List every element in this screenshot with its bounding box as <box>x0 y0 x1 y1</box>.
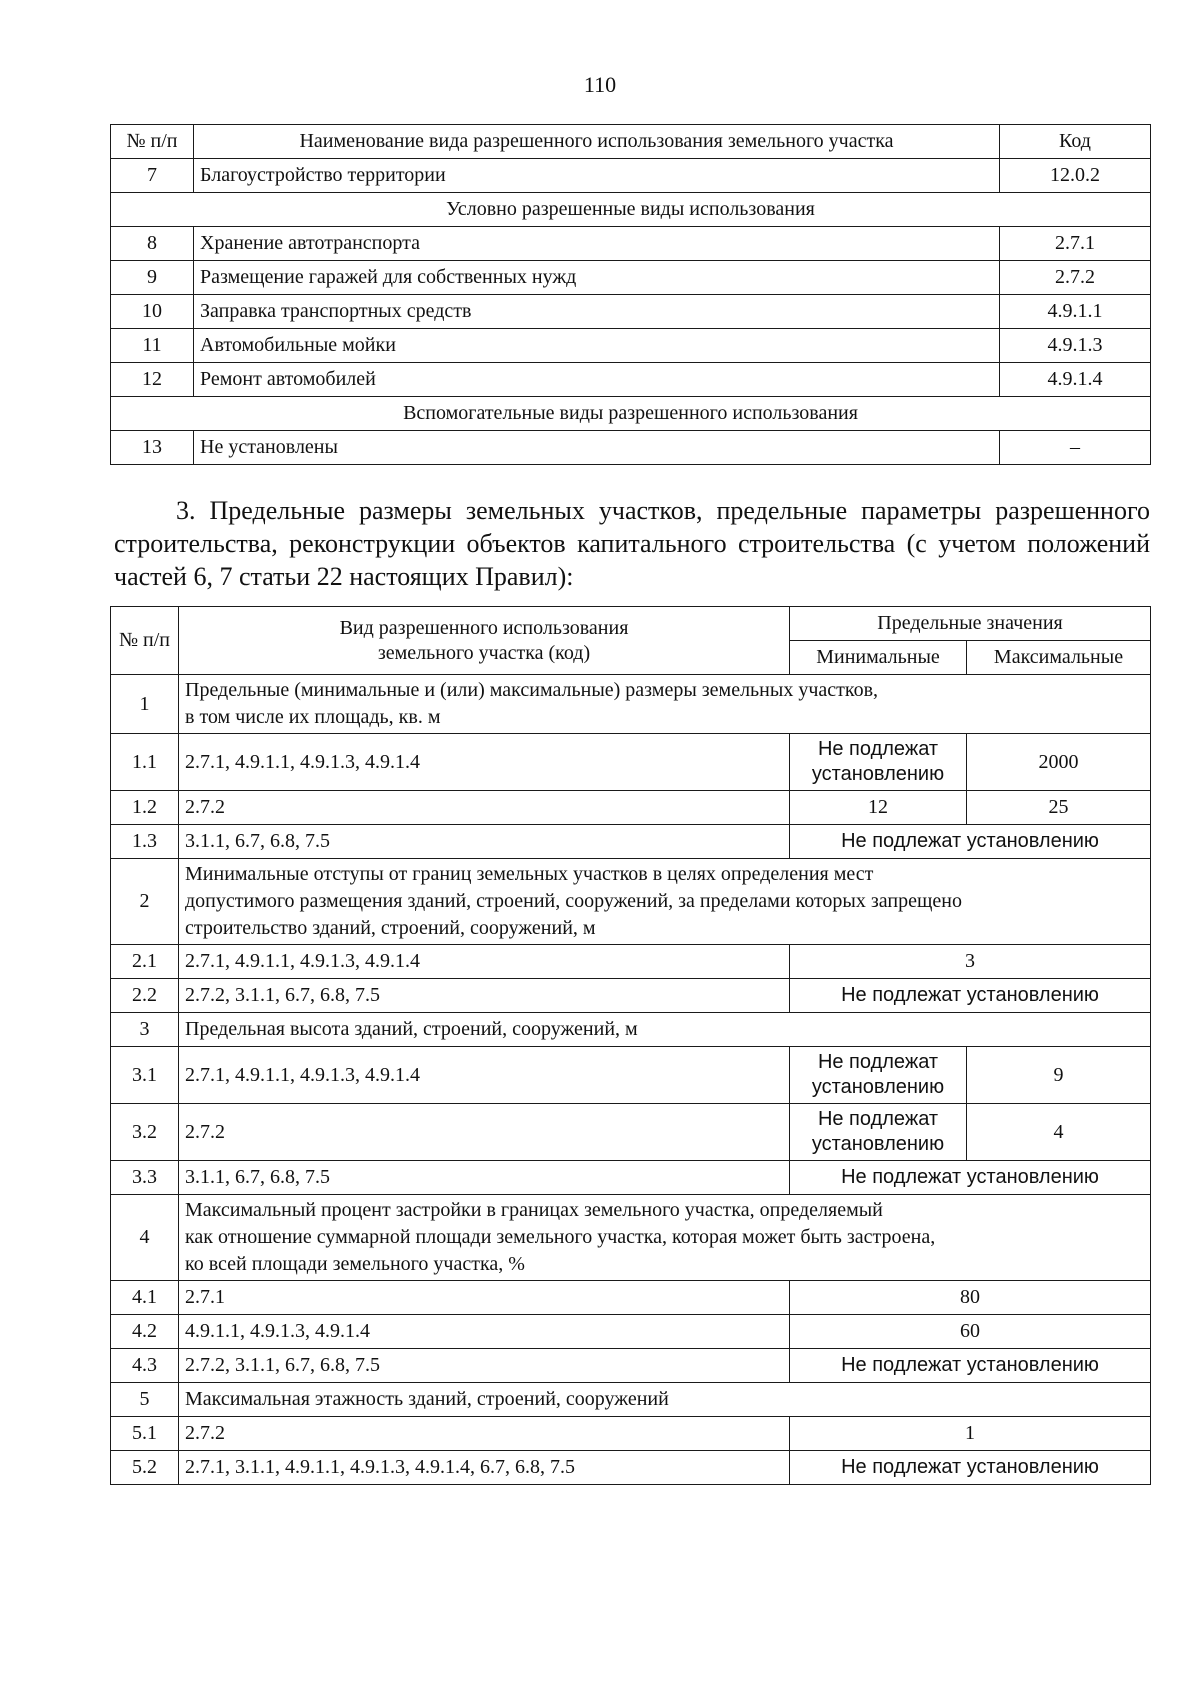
row-min-line: установлению <box>811 763 945 785</box>
row-text: Предельная высота зданий, строений, сооружений, м <box>179 1013 1151 1047</box>
row-code: 2.7.2 <box>1000 261 1151 295</box>
header-min: Минимальные <box>790 641 967 675</box>
table-row <box>111 227 1151 261</box>
row-max: 2000 <box>967 734 1151 791</box>
row-text <box>179 859 1151 945</box>
row-num: 4 <box>111 1195 179 1281</box>
row-value: Не подлежат установлению <box>790 1349 1151 1383</box>
section-conditional: Условно разрешенные виды использования <box>111 193 1151 227</box>
row-num: 11 <box>111 329 194 363</box>
group-row <box>111 1383 1151 1417</box>
row-name: Хранение автотранспорта <box>194 227 1000 261</box>
row-codes: 2.7.1, 4.9.1.1, 4.9.1.3, 4.9.1.4 <box>179 1047 790 1104</box>
row-num: 13 <box>111 431 194 465</box>
header-limits: Предельные значения <box>790 607 1151 641</box>
row-min <box>790 734 967 791</box>
row-num: 3.1 <box>111 1047 179 1104</box>
row-codes: 2.7.1, 3.1.1, 4.9.1.1, 4.9.1.3, 4.9.1.4, 6.7, 6.8, 7.5 <box>179 1451 790 1485</box>
row-value: 3 <box>790 945 1151 979</box>
row-text-line: в том числе их площадь, кв. м <box>185 706 441 728</box>
row-codes: 3.1.1, 6.7, 6.8, 7.5 <box>179 1161 790 1195</box>
row-value: 80 <box>790 1281 1151 1315</box>
table-row <box>111 329 1151 363</box>
section-row <box>111 397 1151 431</box>
row-codes: 3.1.1, 6.7, 6.8, 7.5 <box>179 825 790 859</box>
row-code: 12.0.2 <box>1000 159 1151 193</box>
header-type <box>179 607 790 675</box>
row-name: Благоустройство территории <box>194 159 1000 193</box>
row-text <box>179 675 1151 734</box>
row-num: 2.2 <box>111 979 179 1013</box>
permitted-uses-table <box>110 124 1151 465</box>
row-num: 5.2 <box>111 1451 179 1485</box>
row-num: 1.3 <box>111 825 179 859</box>
row-codes: 2.7.2 <box>179 791 790 825</box>
table-row <box>111 159 1151 193</box>
row-text <box>179 1195 1151 1281</box>
row-num: 2 <box>111 859 179 945</box>
row-num: 3 <box>111 1013 179 1047</box>
row-value: Не подлежат установлению <box>790 979 1151 1013</box>
header-code: Код <box>1000 125 1151 159</box>
header-num: № п/п <box>111 607 179 675</box>
table-row <box>111 1104 1151 1161</box>
row-code: – <box>1000 431 1151 465</box>
row-num: 5.1 <box>111 1417 179 1451</box>
row-num: 7 <box>111 159 194 193</box>
row-num: 12 <box>111 363 194 397</box>
group-row <box>111 675 1151 734</box>
row-num: 9 <box>111 261 194 295</box>
row-text-line: Максимальный процент застройки в границах земельного участка, определяемый <box>185 1199 883 1221</box>
row-text-line: допустимого размещения зданий, строений, сооружений, за пределами которых запрещено <box>185 890 962 912</box>
table-row <box>111 1315 1151 1349</box>
row-value: 1 <box>790 1417 1151 1451</box>
row-code: 4.9.1.4 <box>1000 363 1151 397</box>
row-text-line: строительство зданий, строений, сооружений, м <box>185 917 596 939</box>
row-num: 4.3 <box>111 1349 179 1383</box>
row-name: Автомобильные мойки <box>194 329 1000 363</box>
section-auxiliary: Вспомогательные виды разрешенного использования <box>111 397 1151 431</box>
row-name: Не установлены <box>194 431 1000 465</box>
table-header-row <box>111 607 1151 641</box>
row-min-line: установлению <box>811 1076 945 1098</box>
table-row <box>111 261 1151 295</box>
table-header-row <box>111 125 1151 159</box>
row-min: 12 <box>790 791 967 825</box>
row-num: 4.1 <box>111 1281 179 1315</box>
table-row <box>111 791 1151 825</box>
row-num: 8 <box>111 227 194 261</box>
row-code: 4.9.1.1 <box>1000 295 1151 329</box>
section-3-paragraph: 3. Предельные размеры земельных участков, предельные параметры разрешенного строительства, реконструкции объектов капитального строительства (с учетом положений частей 6, 7 статьи 22 настоящих Правил): <box>114 496 1150 591</box>
row-codes: 2.7.2, 3.1.1, 6.7, 6.8, 7.5 <box>179 979 790 1013</box>
row-text-line: ко всей площади земельного участка, % <box>185 1253 525 1275</box>
row-codes: 2.7.1, 4.9.1.1, 4.9.1.3, 4.9.1.4 <box>179 945 790 979</box>
row-name: Размещение гаражей для собственных нужд <box>194 261 1000 295</box>
group-row <box>111 859 1151 945</box>
row-max: 9 <box>967 1047 1151 1104</box>
row-num: 4.2 <box>111 1315 179 1349</box>
row-num: 10 <box>111 295 194 329</box>
row-text: Максимальная этажность зданий, строений, сооружений <box>179 1383 1151 1417</box>
row-text-line: Минимальные отступы от границ земельных участков в целях определения мест <box>185 863 874 885</box>
row-value: Не подлежат установлению <box>790 1451 1151 1485</box>
table-row <box>111 945 1151 979</box>
page-number: 110 <box>583 72 617 97</box>
row-num: 1.1 <box>111 734 179 791</box>
row-max: 25 <box>967 791 1151 825</box>
row-name: Заправка транспортных средств <box>194 295 1000 329</box>
row-num: 2.1 <box>111 945 179 979</box>
table-row <box>111 1161 1151 1195</box>
row-codes: 2.7.2 <box>179 1104 790 1161</box>
table-row <box>111 1417 1151 1451</box>
table-row <box>111 1349 1151 1383</box>
row-num: 3.3 <box>111 1161 179 1195</box>
row-min-line: Не подлежат <box>817 1051 939 1073</box>
row-min-line: установлению <box>811 1133 945 1155</box>
row-value: Не подлежат установлению <box>790 1161 1151 1195</box>
section-row <box>111 193 1151 227</box>
table-row <box>111 1451 1151 1485</box>
row-codes: 2.7.1 <box>179 1281 790 1315</box>
header-max: Максимальные <box>967 641 1151 675</box>
row-text-line: Предельные (минимальные и (или) максимальные) размеры земельных участков, <box>185 679 879 701</box>
table-row <box>111 825 1151 859</box>
row-value: Не подлежат установлению <box>790 825 1151 859</box>
table-row <box>111 979 1151 1013</box>
group-row <box>111 1013 1151 1047</box>
header-type-line1: Вид разрешенного использования <box>339 616 629 639</box>
table-row <box>111 1281 1151 1315</box>
row-min-line: Не подлежат <box>817 738 939 760</box>
row-min <box>790 1047 967 1104</box>
row-value: 60 <box>790 1315 1151 1349</box>
row-code: 4.9.1.3 <box>1000 329 1151 363</box>
row-code: 2.7.1 <box>1000 227 1151 261</box>
header-name: Наименование вида разрешенного использования земельного участка <box>194 125 1000 159</box>
row-max: 4 <box>967 1104 1151 1161</box>
row-num: 3.2 <box>111 1104 179 1161</box>
row-min <box>790 1104 967 1161</box>
row-num: 1.2 <box>111 791 179 825</box>
limit-parameters-table <box>110 606 1151 1485</box>
row-num: 5 <box>111 1383 179 1417</box>
table-row <box>111 734 1151 791</box>
row-text-line: как отношение суммарной площади земельного участка, которая может быть застроена, <box>185 1226 936 1248</box>
row-name: Ремонт автомобилей <box>194 363 1000 397</box>
row-codes: 4.9.1.1, 4.9.1.3, 4.9.1.4 <box>179 1315 790 1349</box>
row-min-line: Не подлежат <box>817 1108 939 1130</box>
table-row <box>111 431 1151 465</box>
row-codes: 2.7.2, 3.1.1, 6.7, 6.8, 7.5 <box>179 1349 790 1383</box>
header-num: № п/п <box>111 125 194 159</box>
row-codes: 2.7.2 <box>179 1417 790 1451</box>
table-row <box>111 363 1151 397</box>
row-num: 1 <box>111 675 179 734</box>
header-type-line2: земельного участка (код) <box>377 641 591 664</box>
table-row <box>111 1047 1151 1104</box>
group-row <box>111 1195 1151 1281</box>
table-row <box>111 295 1151 329</box>
row-codes: 2.7.1, 4.9.1.1, 4.9.1.3, 4.9.1.4 <box>179 734 790 791</box>
